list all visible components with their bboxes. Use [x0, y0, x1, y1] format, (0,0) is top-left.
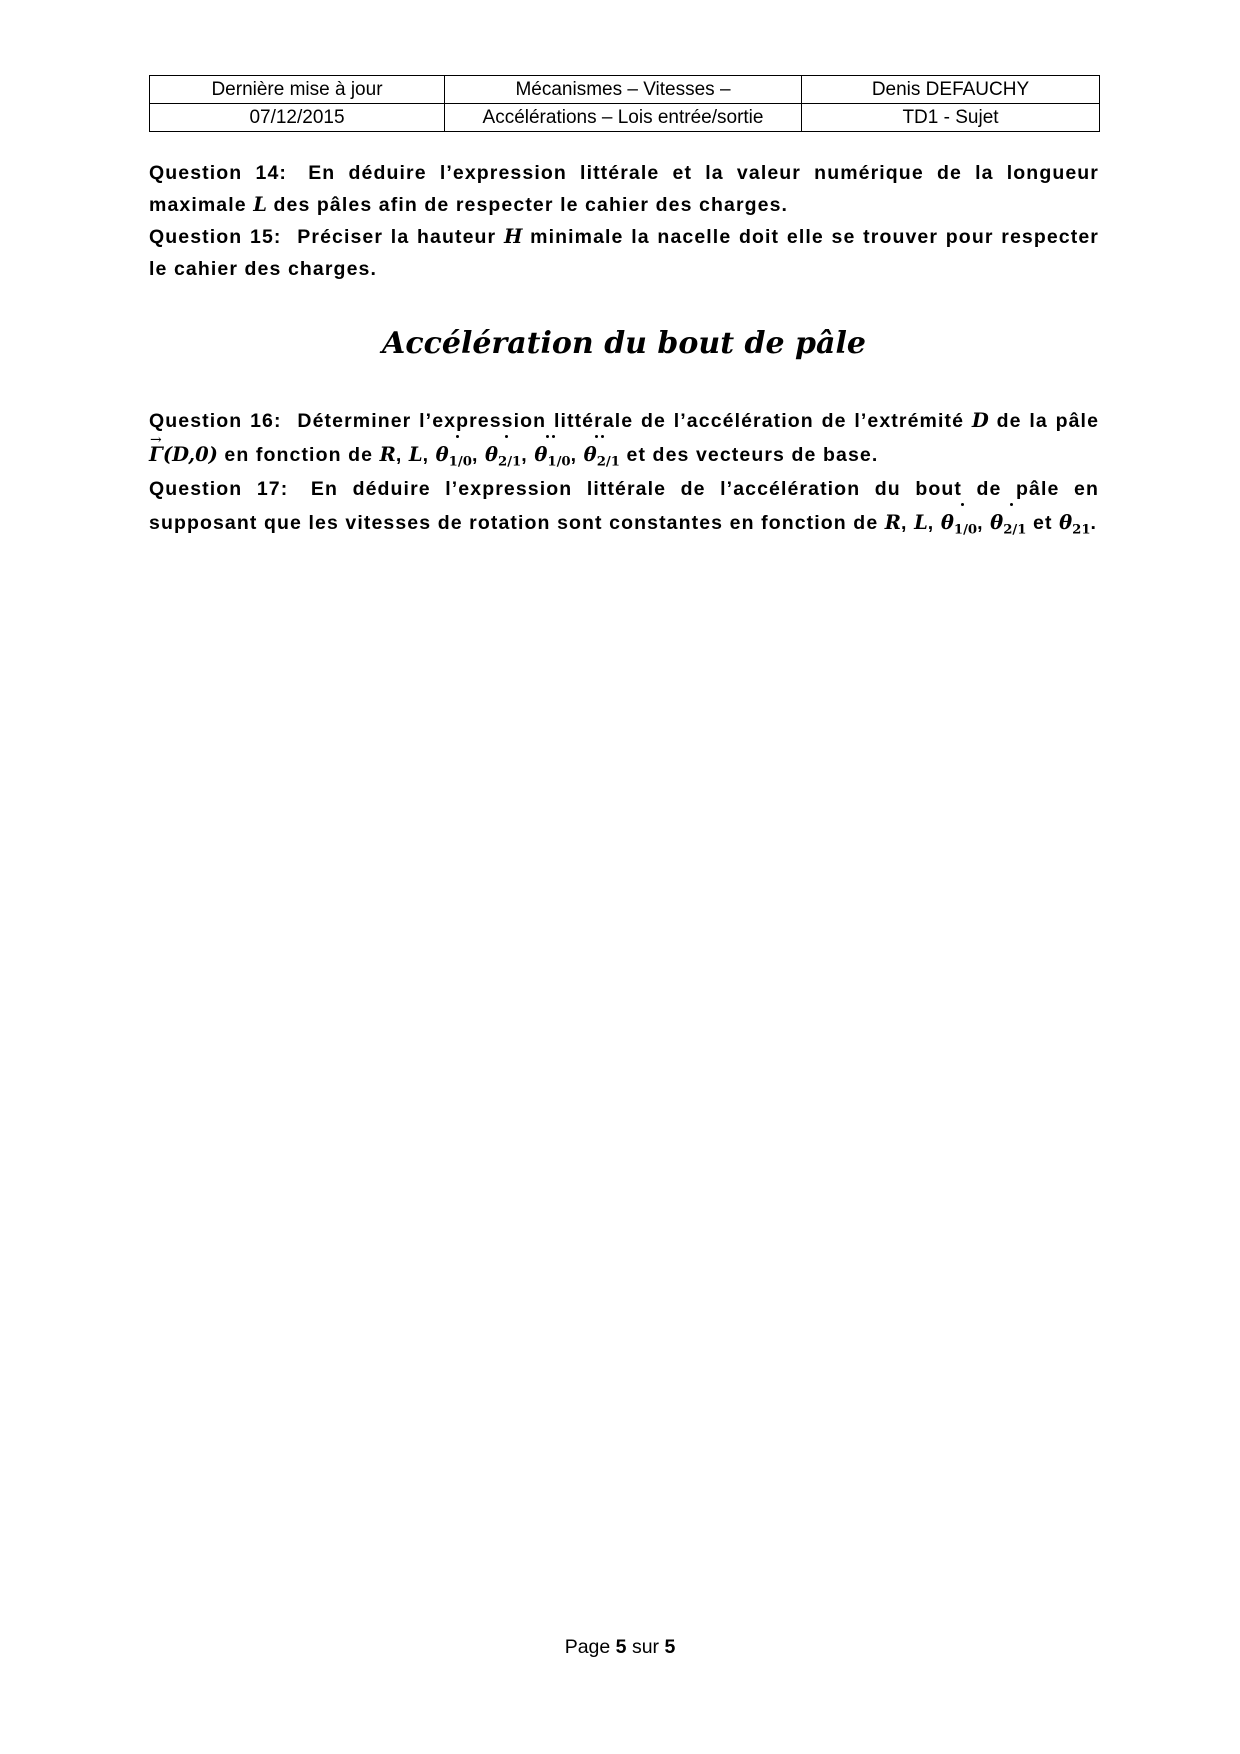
question-16-text-2: de la pâle [996, 410, 1100, 432]
question-17-text-2: et [1033, 512, 1053, 534]
question-15 [149, 221, 1099, 285]
question-15-text-1: Préciser la hauteur [297, 226, 497, 248]
question-14-label: Question 14: [149, 162, 287, 184]
subscript-2-1: 2/1 [498, 454, 522, 470]
questions-block-1 [149, 157, 1099, 285]
question-16-text-3: en fonction de [224, 444, 374, 466]
section-title: Accélération du bout de pâle [382, 326, 866, 361]
variable-l: L [408, 443, 423, 466]
question-17-text-1: En déduire l’expression littérale de l’accélération du bout de pâle en supposant que les vitesses de rotation sont constantes en fonction de [149, 478, 1099, 534]
header-date: 07/12/2015 [150, 104, 445, 132]
theta-symbol: θ [435, 443, 449, 466]
footer-page-number: 5 [615, 1636, 627, 1658]
footer-separator: sur [631, 1636, 660, 1658]
variable-d: D [971, 409, 989, 432]
acceleration-vector-gamma: → Γ [149, 438, 163, 472]
question-16-text-4: et des vecteurs de base. [626, 444, 879, 466]
theta-symbol: θ [534, 443, 548, 466]
theta-dot-10 [436, 438, 472, 472]
gamma-arguments: (D,0) [162, 443, 218, 466]
question-16: Question 16: Déterminer l’expression littérale de l’accélération de l’extrémité D de la pâle → Γ(D,0) en fonction de R, L, $\theta_{1/0}$, $\theta_{2/1}$, $\theta_{1/0}$, $\theta_{2/1}$ et des vecteurs de base. [149, 404, 1099, 472]
theta-symbol: θ [484, 443, 498, 466]
subscript-2-1: 2/1 [1003, 522, 1027, 538]
theta-dot-21 [990, 506, 1026, 540]
variable-h: H [503, 225, 523, 248]
variable-l: L [914, 511, 928, 534]
question-16-label: Question 16: [149, 410, 282, 432]
theta-symbol: θ [990, 511, 1004, 534]
question-15-label: Question 15: [149, 226, 282, 248]
question-17-label: Question 17: [149, 478, 289, 500]
header-course-line1: Mécanismes – Vitesses – [445, 76, 802, 104]
theta-ddot-10 [534, 438, 570, 472]
question-17: Question 17: En déduire l’expression littérale de l’accélération du bout de pâle en supposant que les vitesses de rotation sont constantes en fonction de R, L, $\theta_{1/0}$, $\theta_{2/1}$ et $\theta_{21}$. [149, 472, 1099, 540]
variable-l: L [253, 193, 267, 216]
theta-dot-10 [941, 506, 977, 540]
theta-symbol: θ [940, 511, 954, 534]
question-14 [149, 157, 1099, 221]
header-update-label: Dernière mise à jour [150, 76, 445, 104]
theta-ddot-21 [584, 438, 620, 472]
question-15-text-2: minimale la nacelle doit elle se trouver pour respecter le cahier des charges. [149, 226, 1099, 280]
header-table [149, 75, 1100, 132]
subscript-1-0: 1/0 [547, 454, 571, 470]
questions-block-2 [149, 404, 1099, 540]
question-14-text-1: En déduire l’expression littérale et la valeur numérique de la longueur maximale [149, 162, 1099, 216]
page-footer [0, 1636, 1240, 1659]
subscript-2-1: 2/1 [596, 454, 620, 470]
question-16-text-1: Déterminer l’expression littérale de l’accélération de l’extrémité [297, 410, 965, 432]
variable-r: R [379, 443, 396, 466]
variable-r: R [884, 511, 902, 534]
header-doc-type: TD1 - Sujet [802, 104, 1100, 132]
header-course-line2: Accélérations – Lois entrée/sortie [445, 104, 802, 132]
subscript-1-0: 1/0 [953, 522, 978, 538]
theta-dot-21 [485, 438, 521, 472]
theta-symbol: θ [583, 443, 597, 466]
question-14-text-2: des pâles afin de respecter le cahier des charges. [273, 194, 789, 216]
theta-21 [1059, 511, 1091, 538]
footer-page-total: 5 [664, 1636, 676, 1658]
theta-symbol: θ [1059, 511, 1073, 534]
footer-prefix: Page [564, 1636, 611, 1658]
header-author: Denis DEFAUCHY [802, 76, 1100, 104]
subscript-21: 21 [1072, 522, 1091, 538]
subscript-1-0: 1/0 [448, 454, 472, 470]
